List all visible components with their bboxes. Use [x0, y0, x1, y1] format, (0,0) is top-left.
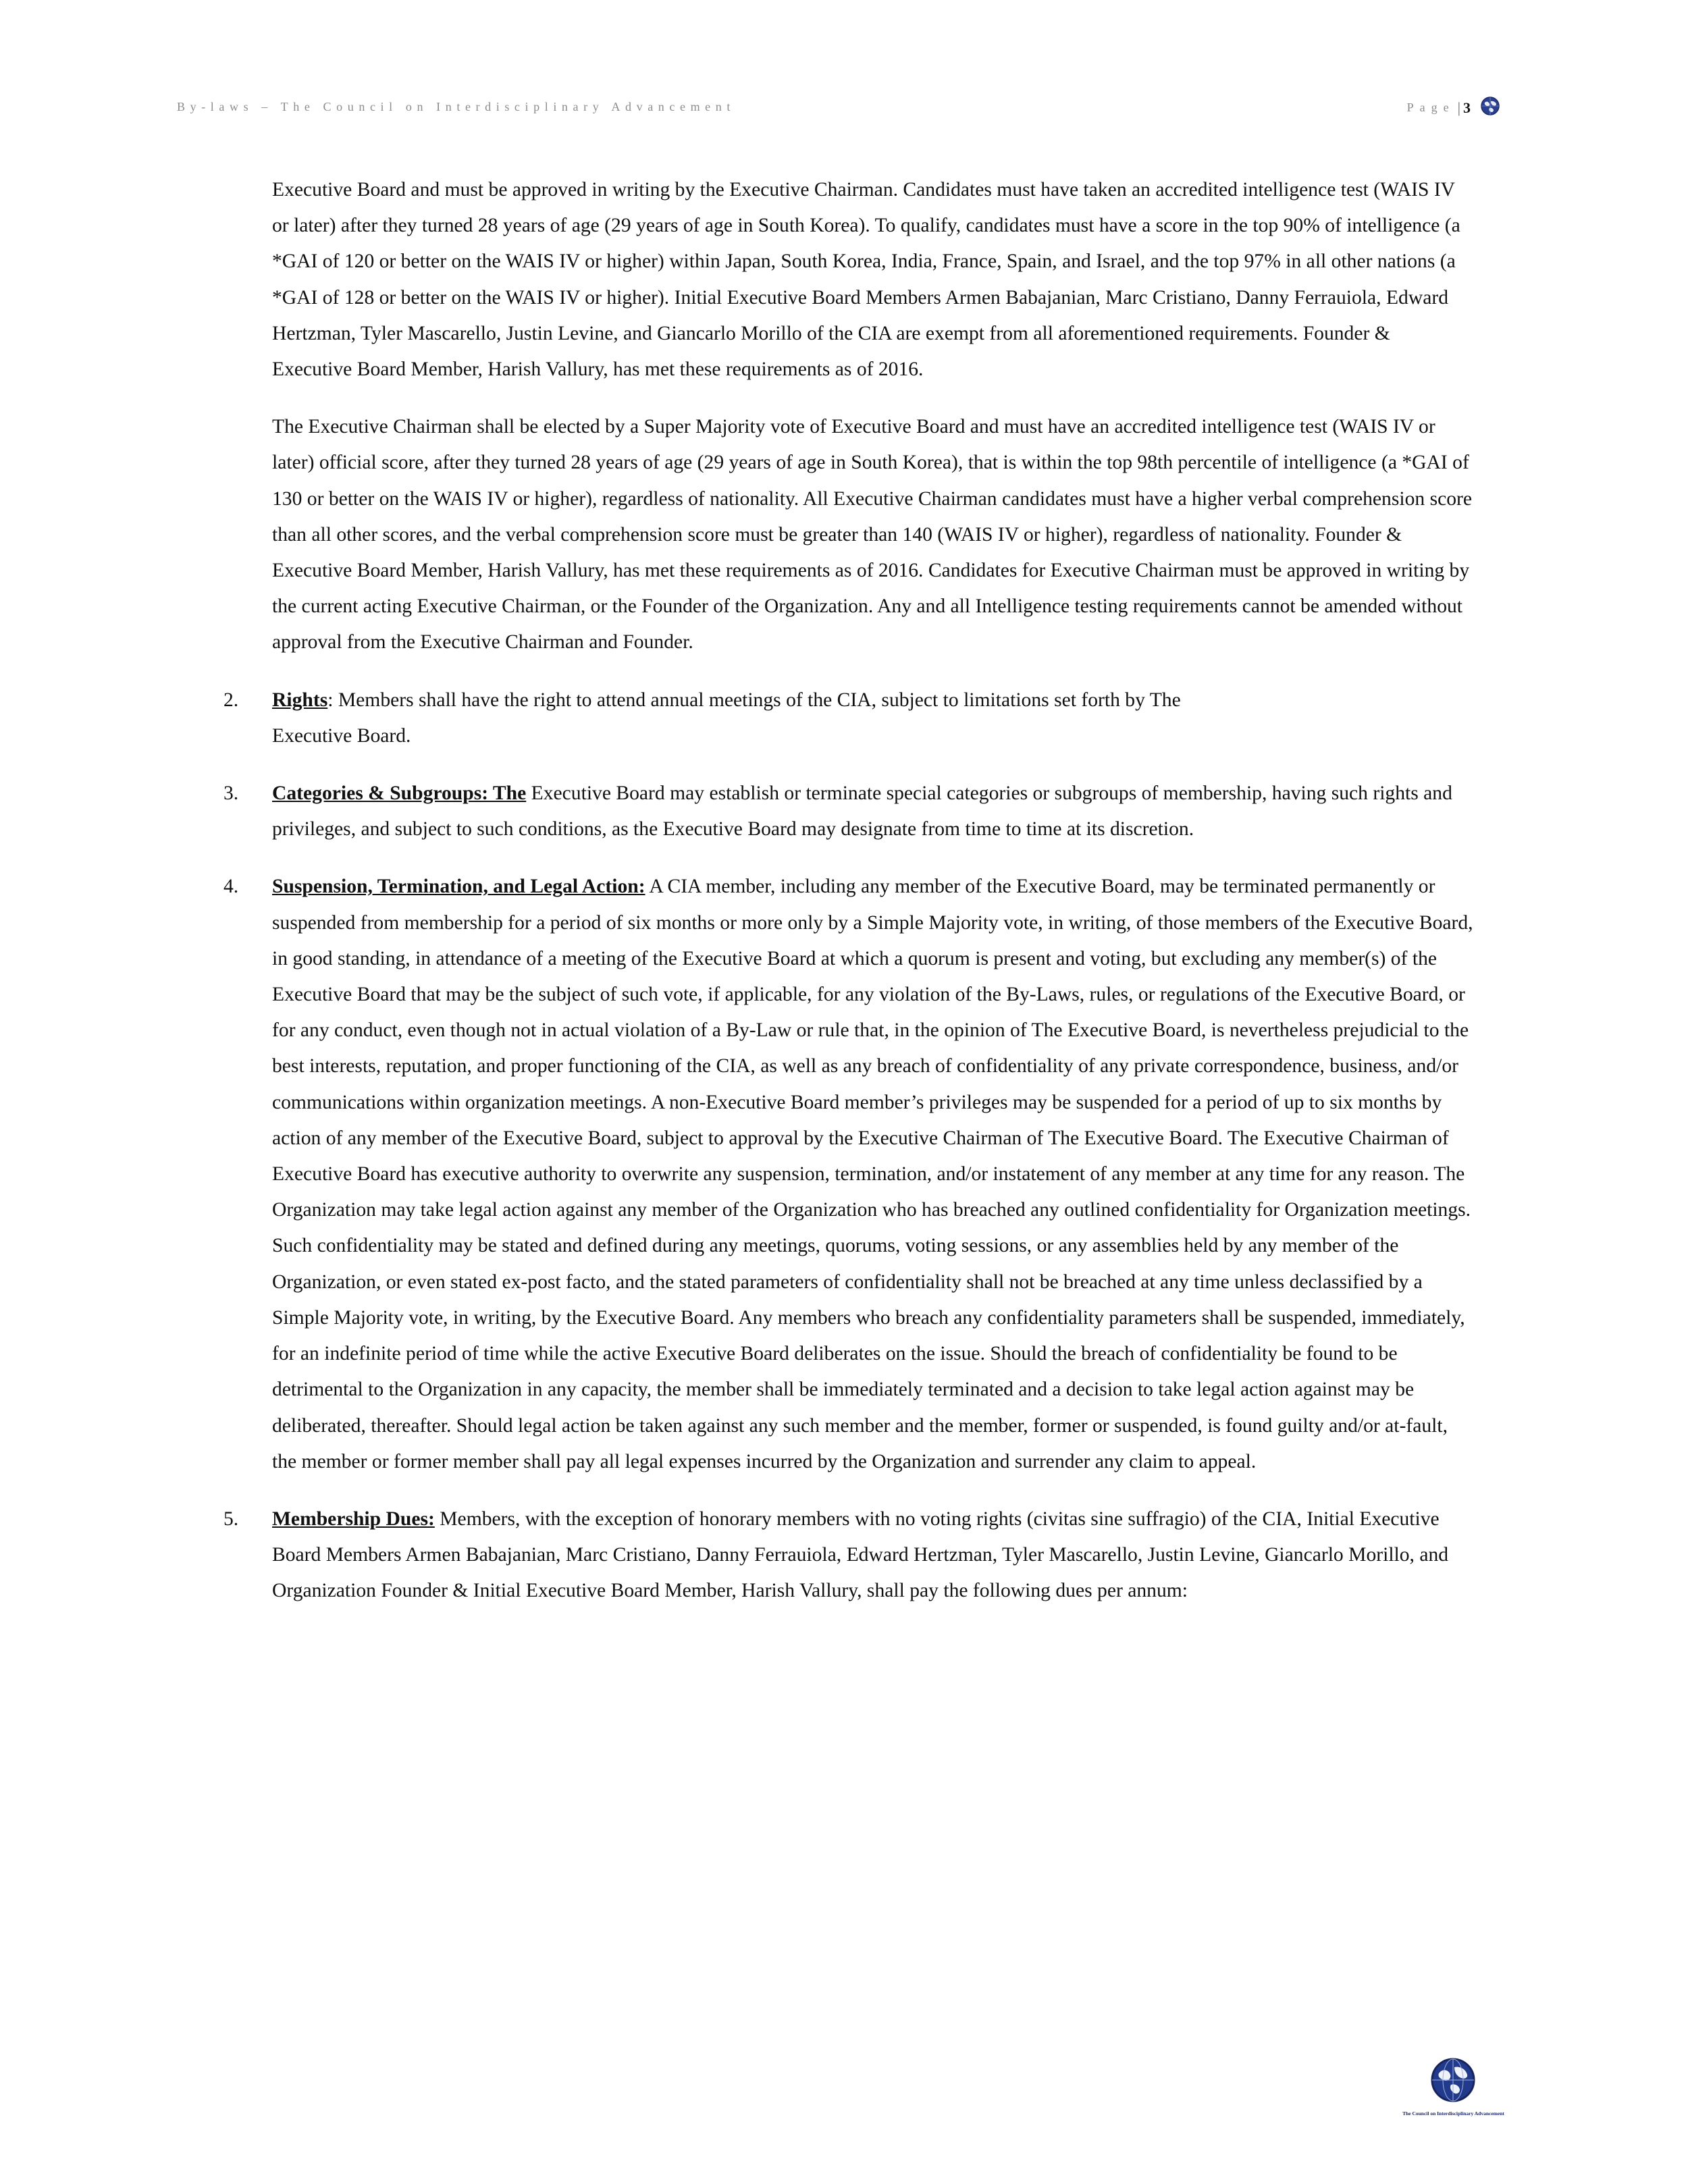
- bylaw-list: [223, 683, 1474, 1609]
- item-text: Executive Board.: [272, 724, 411, 747]
- globe-logo-icon: [1429, 2056, 1477, 2104]
- page-separator: |: [1457, 99, 1460, 116]
- page-number: 3: [1463, 99, 1471, 116]
- header-title: By-laws – The Council on Interdisciplinary Advancement: [177, 100, 735, 113]
- item-heading-continuation: : Members shall have the right to attend annual meetings of the CIA, subject to limitations set forth by The: [327, 689, 1181, 711]
- item-heading: Membership Dues:: [272, 1508, 435, 1530]
- list-number: 5.: [223, 1508, 239, 1530]
- paragraph-executive-chairman: The Executive Chairman shall be elected by a Super Majority vote of Executive Board and must have an accredited intelligence test (WAIS IV or later) official score, after they turned 28 years of age (29 years of age in South Korea), that is within the top 98th percentile of intelligence (a *GAI of 130 or better on the WAIS IV or higher), regardless of nationality. All Executive Chairman candidates must have a higher verbal comprehension score than all other scores, and the verbal comprehension score must be greater than 140 (WAIS IV or higher), regardless of nationality. Founder & Executive Board Member, Harish Vallury, has met these requirements as of 2016. Candidates for Executive Chairman must be approved in writing by the current acting Executive Chairman, or the Founder of the Organization. Any and all Intelligence testing requirements cannot be amended without approval from the Executive Chairman and Founder.: [272, 416, 1473, 654]
- list-number: 2.: [223, 689, 239, 711]
- item-heading: Rights: [272, 689, 328, 711]
- list-item-membership-dues: [223, 1501, 1474, 1609]
- item-heading: Suspension, Termination, and Legal Action:: [272, 876, 645, 898]
- item-heading: Categories & Subgroups: The: [272, 782, 527, 805]
- document-body: [223, 172, 1474, 1631]
- list-number: 4.: [223, 876, 239, 898]
- item-text: Members, with the exception of honorary members with no voting rights (civitas sine suffragio) of the CIA, Initial Executive Board Members Armen Babajanian, Marc Cristiano, Danny Ferrauiola, Edward Hertzman, Tyler Mascarello, Justin Levine, Giancarlo Morillo, and Organization Founder & Initial Executive Board Member, Harish Vallury, shall pay the following dues per annum:: [272, 1508, 1449, 1602]
- globe-icon: [1480, 96, 1500, 119]
- list-item-suspension: [223, 869, 1474, 1479]
- list-item-rights: [223, 683, 1474, 754]
- page-header: [177, 100, 1500, 127]
- list-number: 3.: [223, 782, 239, 805]
- item-text: Executive Board may establish or terminate special categories or subgroups of membership, having such rights and privileges, and subject to such conditions, as the Executive Board may designate from time to time at its discretion.: [272, 782, 1452, 841]
- item-text: A CIA member, including any member of the Executive Board, may be terminated permanently or suspended from membership for a period of six months or more only by a Simple Majority vote, in writing, of those members of the Executive Board, in good standing, in attendance of a meeting of the Executive Board at which a quorum is present and voting, but excluding any member(s) of the Executive Board that may be the subject of such vote, if applicable, for any violation of the By-Laws, rules, or regulations of the Executive Board, or for any conduct, even though not in actual violation of a By-Law or rule that, in the opinion of The Executive Board, is nevertheless prejudicial to the best interests, reputation, and proper functioning of the CIA, as well as any breach of confidentiality of any private correspondence, business, and/or communications within organization meetings. A non-Executive Board member’s privileges may be suspended for a period of up to six months by action of any member of the Executive Board, subject to approval by the Executive Chairman of The Executive Board. The Executive Chairman of Executive Board has executive authority to overwrite any suspension, termination, and/or instatement of any member at any time for any reason. The Organization may take legal action against any member of the Organization who has breached any outlined confidentiality for Organization meetings. Such confidentiality may be stated and defined during any meetings, quorums, voting sessions, or any assemblies held by any member of the Organization, or even stated ex-post facto, and the stated parameters of confidentiality shall not be breached at any time unless declassified by a Simple Majority vote, in writing, by the Executive Board. Any members who breach any confidentiality parameters shall be suspended, immediately, for an indefinite period of time while the active Executive Board deliberates on the issue. Should the breach of confidentiality be found to be detrimental to the Organization in any capacity, the member shall be immediately terminated and a decision to take legal action against may be deliberated, thereafter. Should legal action be taken against any such member and the member, former or suspended, is found guilty and/or at-fault, the member or former member shall pay all legal expenses incurred by the Organization and surrender any claim to appeal.: [272, 876, 1473, 1472]
- paragraph-board-requirements: Executive Board and must be approved in writing by the Executive Chairman. Candidates must have taken an accredited intelligence test (WAIS IV or later) after they turned 28 years of age (29 years of age in South Korea). To qualify, candidates must have a score in the top 90% of intelligence (a *GAI of 120 or better on the WAIS IV or higher) within Japan, South Korea, India, France, Spain, and Israel, and the top 97% in all other nations (a *GAI of 128 or better on the WAIS IV or higher). Initial Executive Board Members Armen Babajanian, Marc Cristiano, Danny Ferrauiola, Edward Hertzman, Tyler Mascarello, Justin Levine, and Giancarlo Morillo of the CIA are exempt from all aforementioned requirements. Founder & Executive Board Member, Harish Vallury, has met these requirements as of 2016.: [272, 179, 1460, 381]
- page-label: Page: [1406, 101, 1455, 114]
- list-item-categories: [223, 776, 1474, 847]
- page-indicator: [1407, 96, 1500, 119]
- footer-logo: [1388, 2052, 1519, 2127]
- footer-logo-caption: The Council on Interdisciplinary Advancement: [1402, 2110, 1504, 2116]
